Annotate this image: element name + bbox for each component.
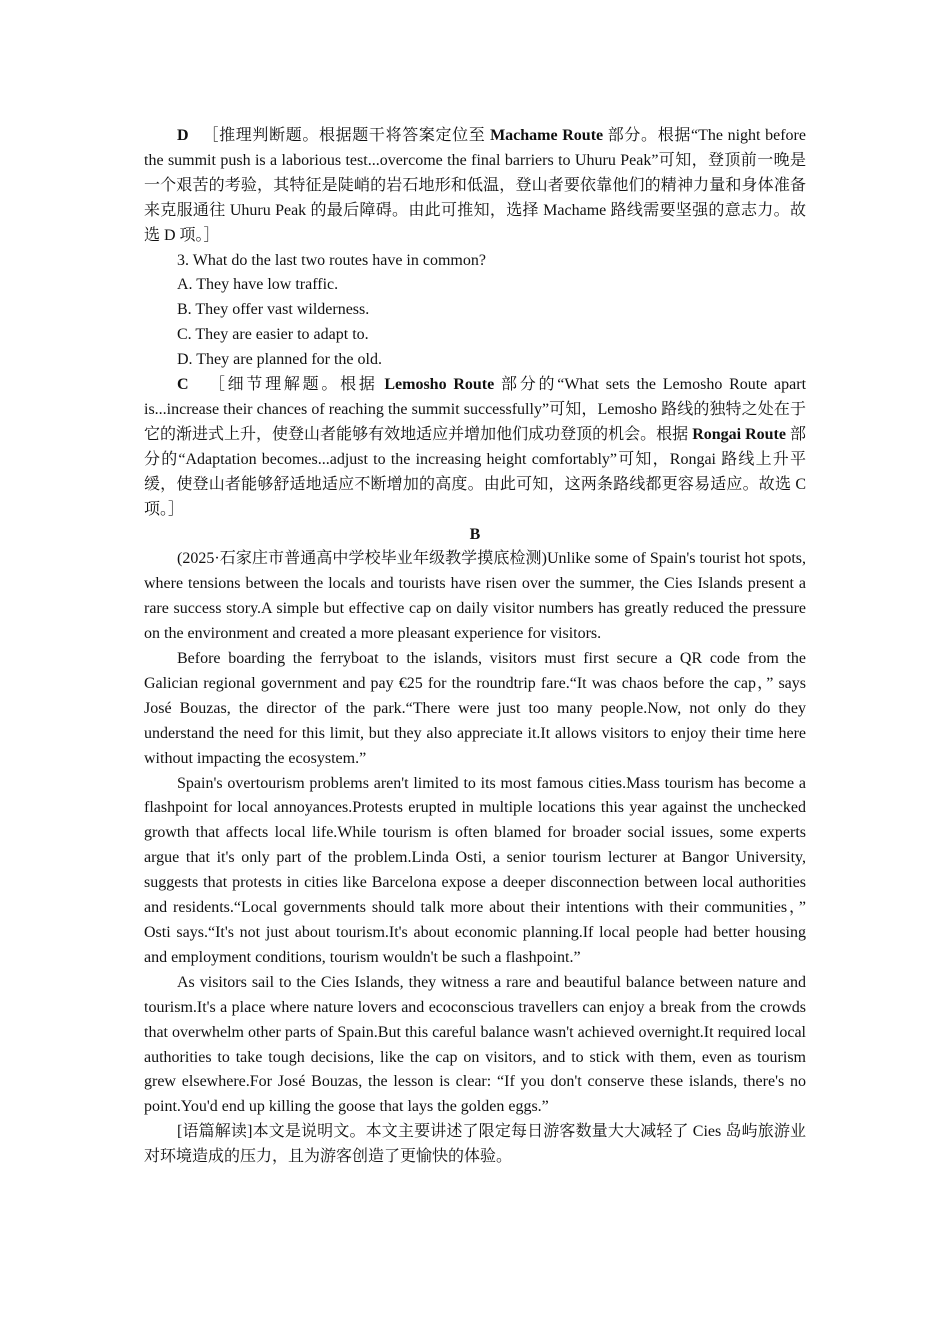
passage-paragraph: Spain's overtourism problems aren't limited to its most famous cities.Mass tourism has become a flashpoint for local annoyances.Protests erupted in multiple locations this year against the unchecked growth that affects local life.While tourism is often blamed for broader social issues, some experts argue that it's only part of the problem.Linda Osti, a senior tourism lecturer at Bangor University, suggests that protests in cities like Barcelona expose a deeper disconnection between local authorities and residents.“Local governments should talk more about their intentions with their communities，” Osti says.“It's not just about tourism.It's about economic planning.If local people had better housing and employment conditions, tourism wouldn't be such a flashpoint.” xyxy=(144,774,807,966)
section-heading xyxy=(144,523,806,548)
document-page xyxy=(144,124,806,1170)
option-a: A. They have low traffic. xyxy=(177,276,339,294)
explanation-text: 部分的“What sets the Lemosho Route apart is...increase their chances of reaching the summit successfully”可知，Lemosho 路线的独特之处在于它的渐进式上升，使登山者能够有效地适应并增加他们成功登顶的机会。根据 xyxy=(144,376,807,443)
section-letter: B xyxy=(469,525,481,543)
route-name: Rongai Route xyxy=(692,425,786,443)
passage-paragraph: As visitors sail to the Cies Islands, they witness a rare and beautiful balance between nature and tourism.It's a place where nature lovers and ecoconscious travellers can enjoy a break from the crowds that overwhelm other parts of Spain.But this careful balance wasn't achieved overnight.It required local authorities to take tough decisions, like the cap on visitors, and to stick with them, even as tourism grew elsewhere.For José Bouzas, the lesson is clear: “If you don't conserve these islands, there's no point.You'd end up killing the goose that lays the golden eggs.” xyxy=(144,973,806,1116)
passage-analysis: [语篇解读]本文是说明文。本文主要讲述了限定每日游客数量大大减轻了 Cies 岛屿旅游业对环境造成的压力，且为游客创造了更愉快的体验。 xyxy=(144,1123,806,1166)
answer-letter: C xyxy=(177,376,189,394)
option-c: C. They are easier to adapt to. xyxy=(177,326,369,344)
explanation-text: ［推理判断题。根据题干将答案定位至 xyxy=(202,127,491,144)
option-b: B. They offer vast wilderness. xyxy=(177,301,370,319)
option-d: D. They are planned for the old. xyxy=(177,351,382,369)
route-name: Lemosho Route xyxy=(384,376,495,394)
question-3-stem: 3. What do the last two routes have in common? xyxy=(177,251,486,269)
explanation-text: ［细节理解题。根据 xyxy=(208,376,385,394)
answer-letter: D xyxy=(177,127,189,144)
explanation-text: 部分的“Adaptation becomes...adjust to the increasing height comfortably”可知，Rongai 路线上升平缓，使登山者能够舒适地适应不断增加的高度。由此可知，这两条路线都更容易适应。故选 C 项。］ xyxy=(144,425,806,518)
passage-paragraph: (2025·石家庄市普通高中学校毕业年级教学摸底检测)Unlike some of Spain's tourist hot spots, where tensions between the locals and tourists have risen over the summer, the Cies Islands present a rare success story.A simple but effective cap on daily visitor numbers has greatly reduced the pressure on the environment and created a more pleasant experience for visitors. xyxy=(144,550,806,643)
passage-paragraph: Before boarding the ferryboat to the islands, visitors must first secure a QR code from the Galician regional government and pay €25 for the roundtrip fare.“It was chaos before the cap，” says José Bouzas, the director of the park.“There were just too many people.Now, not only do they understand the need for this limit, but they also appreciate it.It allows visitors to enjoy their time here without impacting the ecosystem.” xyxy=(144,650,806,767)
route-name: Machame Route xyxy=(490,127,604,144)
answer-3-explanation xyxy=(144,373,806,522)
explanation-text: 部分。根据“The night before the summit push is a laborious test...overcome the final barriers to Uhuru Peak”可知，登顶前一晚是一个艰苦的考验，其特征是陡峭的岩石地形和低温，登山者要依靠他们的精神力量和身体准备来克服通往 Uhuru Peak 的最后障碍。由此可推知，选择 Machame 路线需要坚强的意志力。故选 D 项。］ xyxy=(144,127,806,244)
answer-2-explanation xyxy=(144,124,806,249)
